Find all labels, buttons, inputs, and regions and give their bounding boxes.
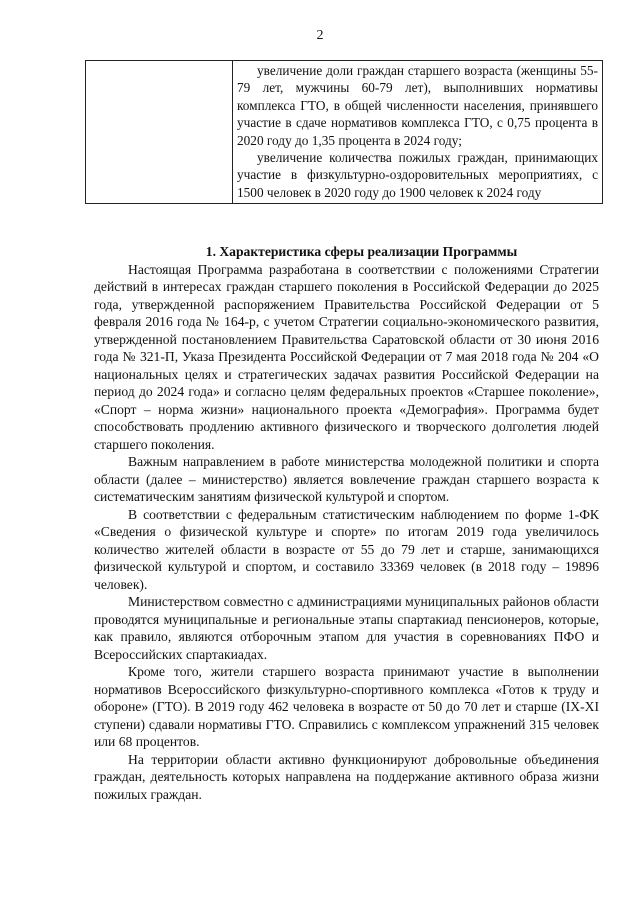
paragraph: Настоящая Программа разработана в соответствии с положениями Стратегии действий в интересах граждан старшего поколения в Российской Федерации до 2025 года, утвержденной распоряжением Правительства Российской Федерации от 5 февраля 2016 года № 164-р, с учетом Стратегии социально-экономического развития, утвержденной постановлением Правительства Саратовской области от 30 июня 2016 года № 321-П, Указа Президента Российской Федерации от 7 мая 2018 года № 204 «О национальных целях и стратегических задачах развития Российской Федерации на период до 2024 года» и согласно целям федеральных проектов «Старшее поколение», «Спорт – норма жизни» национального проекта «Демография». Программа будет способствовать продлению активного физического и творческого долголетия людей старшего поколения. [94,261,599,452]
paragraph: В соответствии с федеральным статистическим наблюдением по форме 1-ФК «Сведения о физической культуре и спорте» по итогам 2019 года увеличилось количество жителей области в возрасте от 55 до 79 лет и старше, занимающихся физической культурой и спортом, и составило 33369 человек (в 2018 году – 19896 человек). [94,506,599,592]
goal-item: увеличение доли граждан старшего возраста (женщины 55-79 лет, мужчины 60-79 лет), выполнивших нормативы комплекса ГТО, в общей численности населения, принявшего участие в сдаче нормативов комплекса ГТО, с 0,75 процента в 2020 году до 1,35 процента в 2024 году; [237,63,598,148]
paragraph: Министерством совместно с администрациями муниципальных районов области проводятся муниципальные и региональные этапы спартакиад пенсионеров, которые, как правило, являются отборочным этапом для участия в соревнованиях ПФО и Всероссийских спартакиадах. [94,594,599,662]
paragraph: Кроме того, жители старшего возраста принимают участие в выполнении нормативов Всероссийского физкультурно-спортивного комплекса «Готов к труду и обороне» (ГТО). В 2019 году 462 человека в возрасте от 50 до 70 лет и старше (IX-XI ступени) сдавали нормативы ГТО. Справились с комплексом упражнений 315 человек или 68 процентов. [94,664,599,749]
section-characteristics [94,243,599,803]
goals-table [85,60,603,204]
section-heading: 1. Характеристика сферы реализации Программы [205,244,518,259]
paragraph: На территории области активно функционируют добровольные объединения граждан, деятельность которых направлена на поддержание активного образа жизни пожилых граждан. [94,751,599,802]
goal-item: увеличение количества пожилых граждан, принимающих участие в физкультурно-оздоровительных мероприятиях, с 1500 человек в 2020 году до 1900 человек к 2024 году [237,150,598,200]
paragraph: Важным направлением в работе министерства молодежной политики и спорта области (далее – министерство) является вовлечение граждан старшего возраста к систематическим занятиям физической культурой и спортом. [94,454,599,504]
table-cell-empty [86,61,233,204]
table-row [86,61,603,204]
page-number: 2 [316,28,324,43]
table-cell-goals [233,61,603,204]
